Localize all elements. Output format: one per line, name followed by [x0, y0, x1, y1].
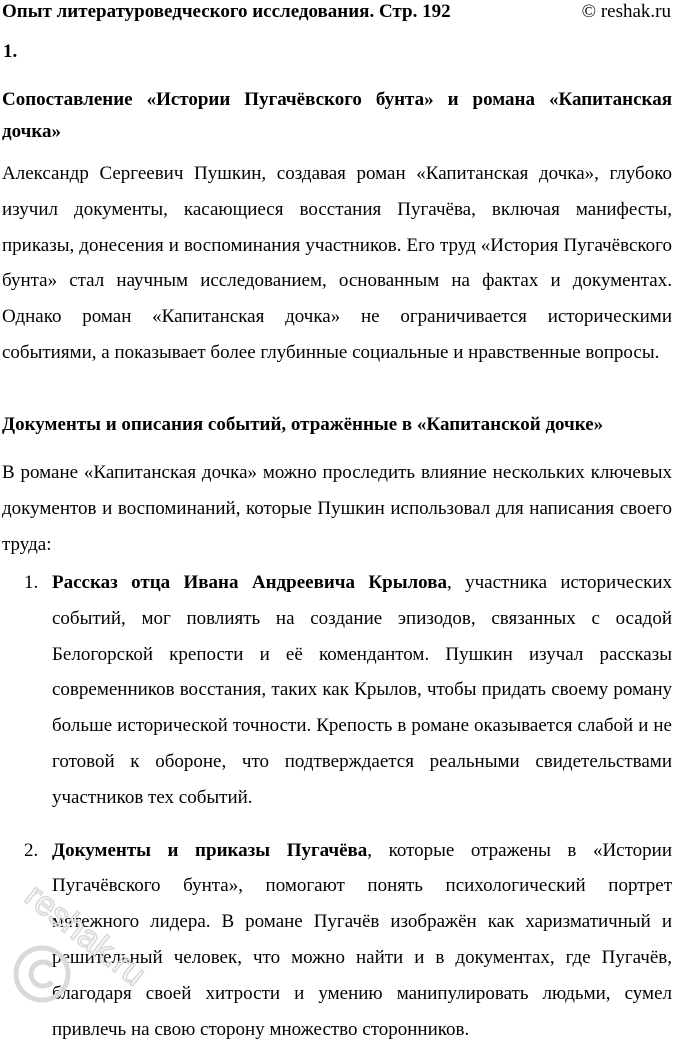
list-item-text: , которые отражены в «Истории Пугачёвского бунта», помогают понять психологический портрет мятежного лидера. В романе Пугачёв изображён как харизматичный и решительный человек, что можно найти и в документах, где Пугачёв, благодаря своей хитрости и умению манипулировать людьми, сумел привлечь на свою сторону множество сторонников. [52, 839, 672, 1040]
page-title: Опыт литературоведческого исследования. Стр. 192 [2, 1, 451, 22]
section-heading-documents: Документы и описания событий, отражённые в «Капитанской дочке» [2, 414, 604, 435]
page-header [0, 0, 675, 26]
task-number: 1. [3, 41, 18, 62]
list-item-number: 2. [24, 839, 39, 861]
intro-paragraph: Александр Сергеевич Пушкин, создавая роман «Капитанская дочка», глубоко изучил документы, касающиеся восстания Пугачёва, включая манифесты, приказы, донесения и воспоминания участников. Его труд «История Пугачёвского бунта» стал научным исследованием, основанным на фактах и документах. Однако роман «Капитанская дочка» не ограничивается историческими событиями, а показывает более глубинные социальные и нравственные вопросы. [2, 163, 672, 363]
documents-list [0, 565, 675, 1064]
section-heading-comparison: Сопоставление «Истории Пугачёвского бунта» и романа «Капитанская дочка» [2, 89, 672, 142]
list-item-text: , участника исторических событий, мог повлиять на создание эпизодов, связанных с осадой Белогорской крепости и её комендантом. Пушкин изучал рассказы современников восстания, таких как Крылов, чтобы придать своему роману больше исторической точности. Крепость в романе оказывается слабой и не готовой к обороне, что подтверждается реальными свидетельствами участников тех событий. [52, 572, 673, 808]
watermark-text: reshak.ru [17, 876, 153, 994]
documents-paragraph: В романе «Капитанская дочка» можно проследить влияние нескольких ключевых документов и воспоминаний, которые Пушкин использовал для написания своего труда: [2, 462, 672, 555]
list-item-bold-lead: Рассказ отца Ивана Андреевича Крылова [52, 572, 447, 593]
site-credit: © reshak.ru [581, 1, 671, 22]
list-item-number: 1. [24, 572, 39, 593]
list-item-bold-lead: Документы и приказы Пугачёва [52, 839, 368, 861]
list-item [0, 833, 672, 1048]
list-item [0, 565, 672, 816]
